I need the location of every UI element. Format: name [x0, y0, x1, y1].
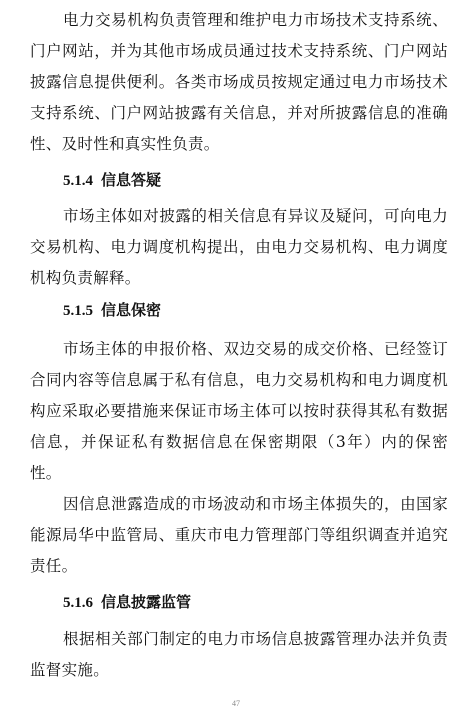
- section-heading-5-1-6: [63, 590, 191, 615]
- page-number: 47: [232, 699, 240, 708]
- section-number: 5.1.5: [63, 303, 93, 319]
- section-heading-5-1-4: [63, 168, 161, 193]
- paragraph-info-confidentiality: 市场主体的申报价格、双边交易的成交价格、已经签订合同内容等信息属于私有信息，电力交易机构和电力调度机构应采取必要措施来保证市场主体可以按时获得其私有数据信息，并保证私有数据信息在保密期限（3年）内的保密性。: [30, 340, 448, 482]
- section-number: 5.1.6: [63, 595, 93, 611]
- section-heading-5-1-5: [63, 298, 161, 323]
- section-title: 信息答疑: [101, 171, 162, 189]
- paragraph-leak-liability: 因信息泄露造成的市场波动和市场主体损失的，由国家能源局华中监管局、重庆市电力管理部门等组织调查并追究责任。: [30, 495, 448, 575]
- section-title: 信息披露监管: [101, 593, 192, 611]
- paragraph-platform-maintenance: 电力交易机构负责管理和维护电力市场技术支持系统、门户网站，并为其他市场成员通过技术支持系统、门户网站披露信息提供便利。各类市场成员按规定通过电力市场技术支持系统、门户网站披露有关信息，并对所披露信息的准确性、及时性和真实性负责。: [30, 11, 448, 153]
- section-number: 5.1.4: [63, 173, 93, 189]
- section-title: 信息保密: [101, 301, 162, 319]
- paragraph-info-inquiry: 市场主体如对披露的相关信息有异议及疑问，可向电力交易机构、电力调度机构提出，由电力交易机构、电力调度机构负责解释。: [30, 207, 448, 287]
- paragraph-disclosure-supervision: 根据相关部门制定的电力市场信息披露管理办法并负责监督实施。: [30, 630, 448, 679]
